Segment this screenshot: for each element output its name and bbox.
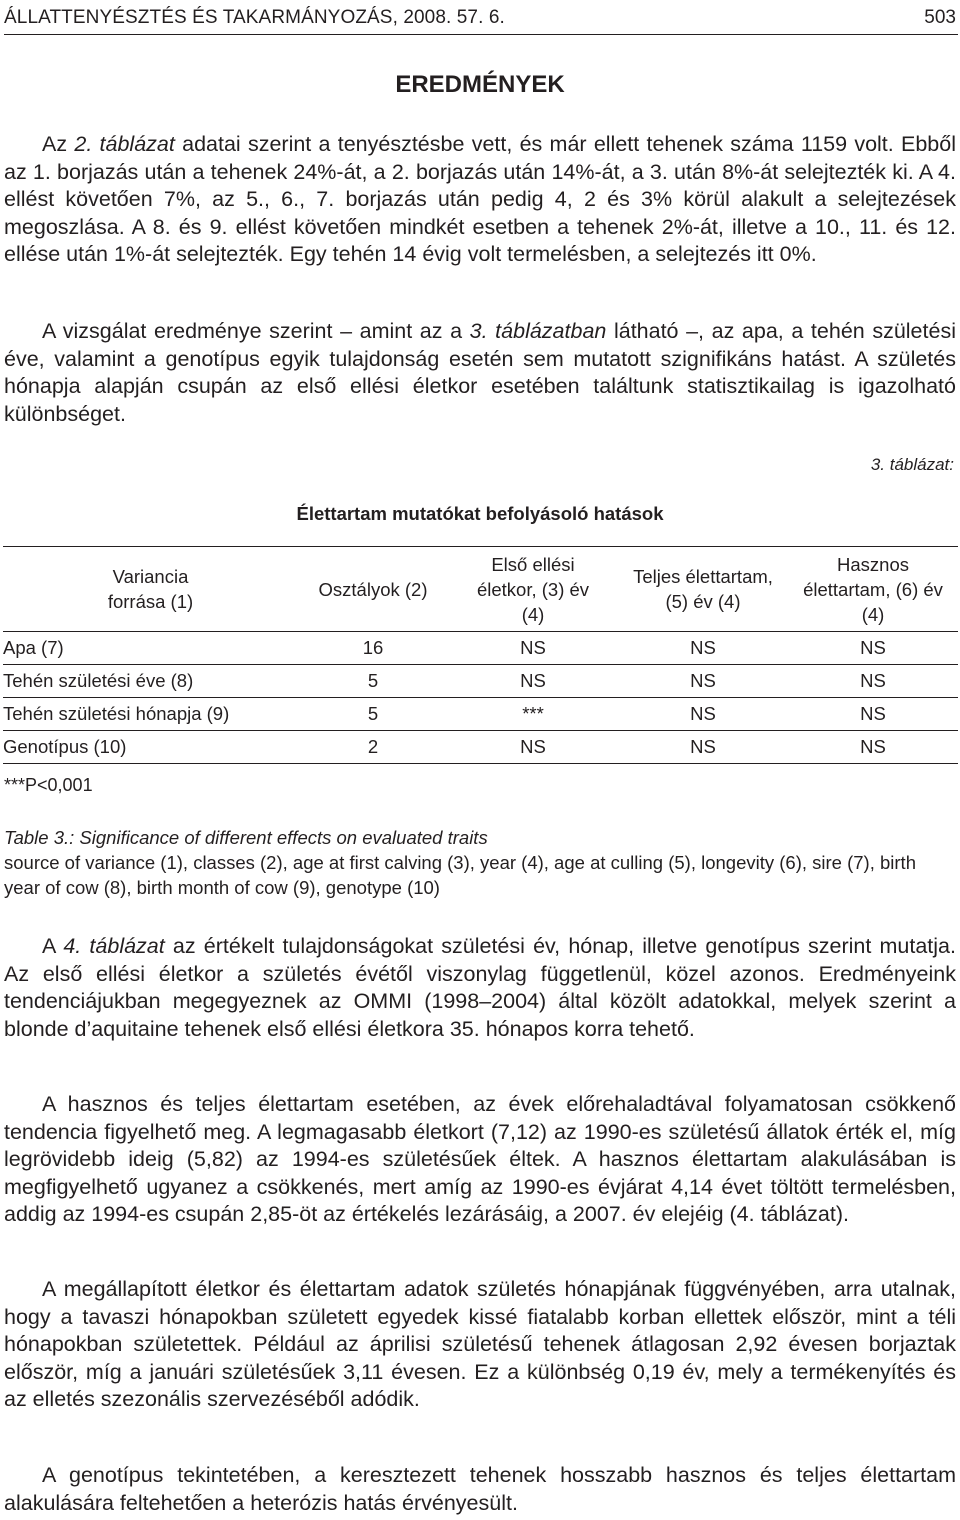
- discussion-paragraph-3: A megállapított életkor és élettartam adatok születés hónapjának függvényében, arra utalnak, hogy a tavaszi hónapokban született egyedek kissé fiatalabb korban ellettek először, mint a téli hónapokban születettek. Például az áprilisi születésű tehenek átlagosan 2,92 évesen borjaztak először, míg a januári születésűek 3,11 évesen. Ez a különbség 0,19 év, mely a termékenyítés és az elletés szezonális szervezéséből adódik.: [4, 1277, 956, 1412]
- cell-total-lifespan: NS: [618, 698, 788, 731]
- cell-source: Tehén születési hónapja (9): [3, 698, 298, 731]
- table-row: [3, 632, 958, 665]
- discussion-paragraph-2: A hasznos és teljes élettartam esetében, az évek előrehaladtával folyamatosan csökkenő tendencia figyelhető meg. A legmagasabb életkort (7,12) az 1990-es születésű állatok érték el, míg legrövidebb ideig (5,82) az 1994-es születésűek éltek. A hasznos élettartam alakulásában is megfigyelhető ugyanez a csökkenés, mert amíg az 1990-es évjárat 4,14 évet töltött termelésben, addig az 1994-es csupán 2,85-öt az értékelés lezárásáig, a 2007. év elejéig (4. táblázat).: [4, 1092, 956, 1227]
- cell-first-calving: NS: [448, 665, 618, 698]
- caption-title: [4, 825, 956, 850]
- page-number: 503: [924, 7, 956, 28]
- header-productive-lifespan: Hasznos élettartam, (6) év (4): [788, 547, 958, 632]
- caption-title-text: Table 3.: Significance of different effects on evaluated traits: [4, 827, 488, 848]
- cell-first-calving: NS: [448, 632, 618, 665]
- cell-total-lifespan: NS: [618, 665, 788, 698]
- table-reference: 4. táblázat: [63, 934, 165, 958]
- cell-first-calving: ***: [448, 698, 618, 731]
- discussion-paragraph-1: [4, 933, 956, 1043]
- header-classes: Osztályok (2): [298, 547, 448, 632]
- cell-productive-lifespan: NS: [788, 698, 958, 731]
- running-header: [4, 4, 958, 35]
- cell-total-lifespan: NS: [618, 731, 788, 764]
- text-run: Az: [42, 132, 75, 156]
- cell-classes: 2: [298, 731, 448, 764]
- table-header-row: [3, 547, 958, 632]
- discussion-paragraph-4: A genotípus tekintetében, a keresztezett tehenek hosszabb hasznos és teljes élettartam alakulására feltehetően a heterózis hatás érvényesült.: [4, 1463, 956, 1515]
- cell-source: Apa (7): [3, 632, 298, 665]
- effects-table: [3, 546, 958, 764]
- cell-productive-lifespan: NS: [788, 632, 958, 665]
- english-caption: [4, 825, 956, 900]
- table-row: [3, 665, 958, 698]
- table-reference: 2. táblázat: [74, 132, 175, 156]
- cell-classes: 5: [298, 698, 448, 731]
- header-source: Variancia forrása (1): [3, 547, 298, 632]
- cell-first-calving: NS: [448, 731, 618, 764]
- table-footnote: ***P<0,001: [4, 775, 93, 795]
- cell-productive-lifespan: NS: [788, 665, 958, 698]
- table-row: [3, 731, 958, 764]
- text-run: A vizsgálat eredménye szerint – amint az a: [42, 319, 470, 343]
- cell-total-lifespan: NS: [618, 632, 788, 665]
- cell-source: Genotípus (10): [3, 731, 298, 764]
- text-run: az értékelt tulajdonságokat születési év, hónap, illetve genotípus szerint mutatja. Az első ellési életkor a születés évétől viszonylag függetlenül, közel azonos. Eredményeink tendenciájukban megegyeznek az OMMI (1998–2004) által közölt adatokkal, melyek szerint a blonde d’aquitaine tehenek első ellési életkora 35. hónapos korra tehető.: [4, 934, 956, 1041]
- text-run: A: [42, 934, 64, 958]
- cell-source: Tehén születési éve (8): [3, 665, 298, 698]
- results-paragraph-2: [4, 318, 956, 428]
- text-run: adatai szerint a tenyésztésbe vett, és már ellett tehenek száma 1159 volt. Ebből az 1. borjazás után a tehenek 24%-át, a 2. borjazás után 14%-át, a 3. után 8%-át selejtezték ki. A 4. ellést követően 7%, az 5., 6., 7. borjazás után pedig 4, 2 és 3% körül alakult a selejtezések megoszlása. A 8. és 9. ellést követően mindkét esetben a tehenek 2%-át, illetve a 10., 11. és 12. ellése után 1%-át selejtezték. Egy tehén 14 évig volt termelésben, a selejtezés itt 0%.: [4, 132, 956, 267]
- table-title: Élettartam mutatókat befolyásoló hatások: [296, 503, 664, 524]
- cell-classes: 16: [298, 632, 448, 665]
- header-first-calving: Első ellési életkor, (3) év (4): [448, 547, 618, 632]
- text-run: látható –, az apa, a tehén születési éve, valamint a genotípus egyik tulajdonság esetén sem mutatott szignifikáns hatást. A születés hónapja alapján csupán az első ellési életkor esetében találtunk statisztikailag is igazolható különbséget.: [4, 319, 956, 426]
- results-paragraph-1: [4, 131, 956, 269]
- table-row: [3, 698, 958, 731]
- table-label: 3. táblázat:: [870, 455, 954, 474]
- cell-productive-lifespan: NS: [788, 731, 958, 764]
- header-total-lifespan: Teljes élettartam, (5) év (4): [618, 547, 788, 632]
- cell-classes: 5: [298, 665, 448, 698]
- section-heading: EREDMÉNYEK: [395, 71, 565, 98]
- table-reference: 3. táblázatban: [469, 319, 607, 343]
- caption-legend: source of variance (1), classes (2), age at first calving (3), year (4), age at culling (5), longevity (6), sire (7), birth year of cow (8), birth month of cow (9), genotype (10): [4, 852, 916, 898]
- journal-citation: ÁLLATTENYÉSZTÉS ÉS TAKARMÁNYOZÁS, 2008. 57. 6.: [4, 7, 505, 28]
